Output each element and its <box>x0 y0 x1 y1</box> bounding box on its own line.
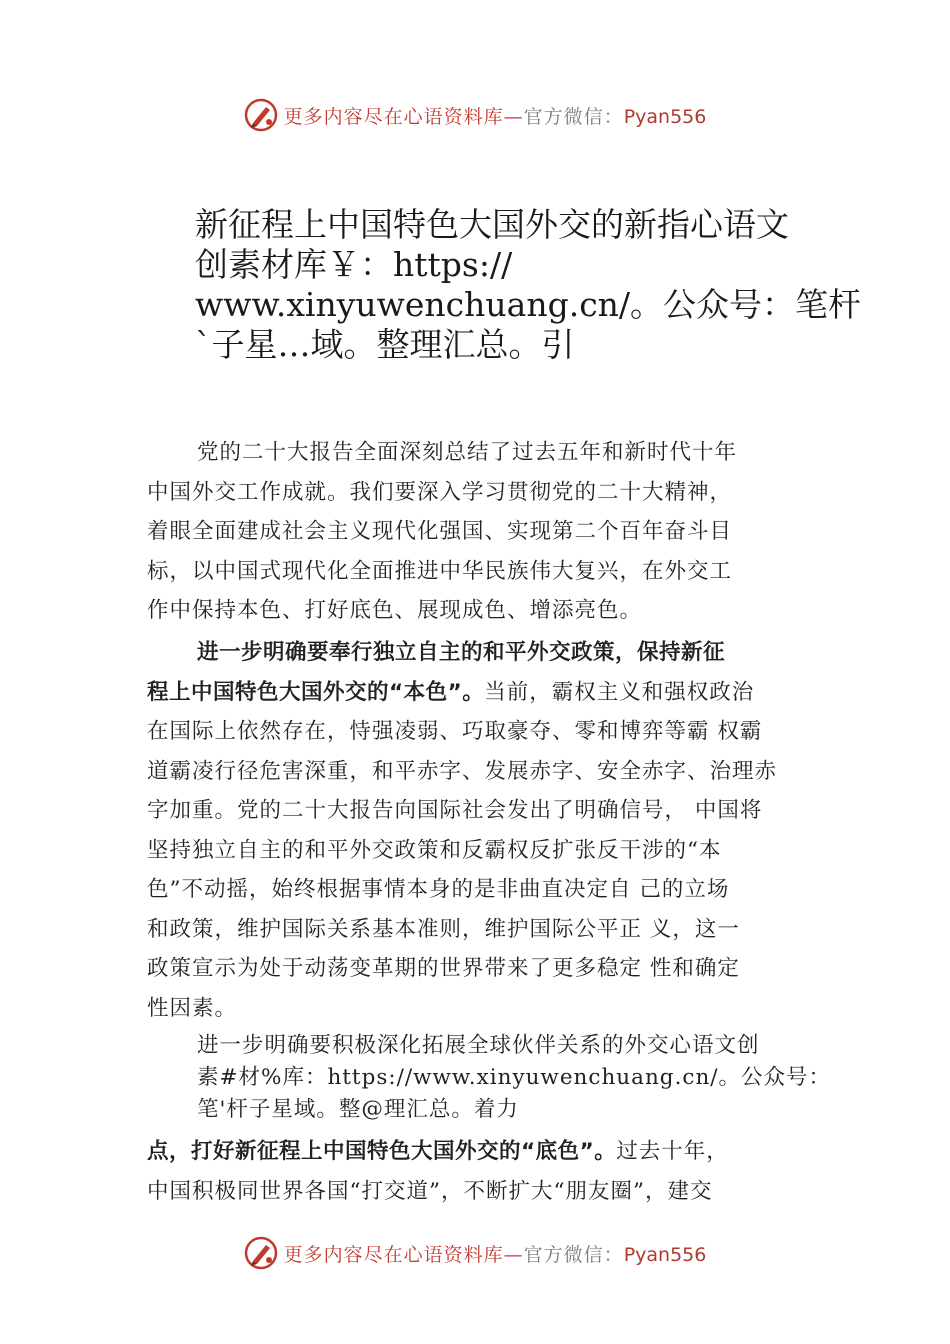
bold-heading-line: 进一步明确要奉行独立自主的和平外交政策，保持新征 <box>197 640 726 665</box>
text-line: 色”不动摇，始终根据事情本身的是非曲直决定自 己的立场 <box>147 877 730 902</box>
wechat-label: 官方微信： <box>523 1243 624 1266</box>
text-line: 素#材%库：https://www.xinyuwenchuang.cn/。公众号： <box>197 1065 832 1090</box>
brand-text: 更多内容尽在心语资料库— <box>283 105 524 128</box>
pen-logo-icon <box>244 98 278 132</box>
wechat-id: Pyan556 <box>623 105 707 128</box>
text-line: 进一步明确要积极深化拓展全球伙伴关系的外交心语文创 <box>197 1033 760 1058</box>
pen-logo-icon <box>244 1236 278 1270</box>
text-line: 中国积极同世界各国“打交道”，不断扩大“朋友圈”，建交 <box>147 1178 713 1204</box>
text-line: 着眼全面建成社会主义现代化强国、实现第二个百年奋斗目 <box>147 519 733 544</box>
text-line: 字加重。党的二十大报告向国际社会发出了明确信号， 中国将 <box>147 798 763 823</box>
text-line: 在国际上依然存在，恃强凌弱、巧取豪夺、零和博弈等霸 权霸 <box>147 719 763 744</box>
header-banner-text <box>284 102 707 129</box>
text-line: 党的二十大报告全面深刻总结了过去五年和新时代十年 <box>197 440 738 465</box>
paragraph-intro <box>147 433 837 631</box>
title-line: www.xinyuwenchuang.cn/。公众号：笔杆 <box>195 285 862 324</box>
header-banner <box>0 95 950 135</box>
paragraph-independent-policy <box>147 633 837 1028</box>
bold-heading-text: 程上中国特色大国外交的“本色”。 <box>147 679 485 705</box>
title-line: 创素材库￥：https:// <box>195 245 513 284</box>
document-title <box>195 205 862 365</box>
mixed-line <box>147 1132 837 1172</box>
title-line: 新征程上中国特色大国外交的新指心语文 <box>195 205 789 244</box>
text-line: 标，以中国式现代化全面推进中华民族伟大复兴，在外交工 <box>147 558 733 584</box>
wechat-id: Pyan556 <box>623 1243 707 1266</box>
brand-text: 更多内容尽在心语资料库— <box>283 1243 524 1266</box>
text-line: 政策宣示为处于动荡变革期的世界带来了更多稳定 性和确定 <box>147 956 740 981</box>
paragraph-foundation <box>147 1132 837 1211</box>
bold-heading-text: 点，打好新征程上中国特色大国外交的“底色”。 <box>147 1139 617 1164</box>
text-line: 中国外交工作成就。我们要深入学习贯彻党的二十大精神， <box>147 479 733 505</box>
paragraph-partnership <box>147 1030 837 1126</box>
text-line: 道霸凌行径危害深重，和平赤字、发展赤字、安全赤字、治理赤 <box>147 758 778 784</box>
text-run: 当前，霸权主义和强权政治 <box>484 679 755 705</box>
text-line: 和政策，维护国际关系基本准则，维护国际公平正 义，这一 <box>147 916 740 942</box>
footer-banner <box>0 1233 950 1273</box>
text-line: 笔'杆子星域。整@理汇总。着力 <box>197 1097 519 1122</box>
text-line: 性因素。 <box>147 995 238 1021</box>
wechat-label: 官方微信： <box>523 105 624 128</box>
text-run: 过去十年， <box>616 1139 729 1164</box>
text-line: 作中保持本色、打好底色、展现成色、增添亮色。 <box>147 598 643 623</box>
footer-banner-text <box>284 1240 707 1267</box>
title-line: `子星…域。整理汇总。引 <box>195 325 575 364</box>
mixed-line <box>147 673 837 713</box>
text-line: 坚持独立自主的和平外交政策和反霸权反扩张反干涉的“本 <box>147 837 722 863</box>
